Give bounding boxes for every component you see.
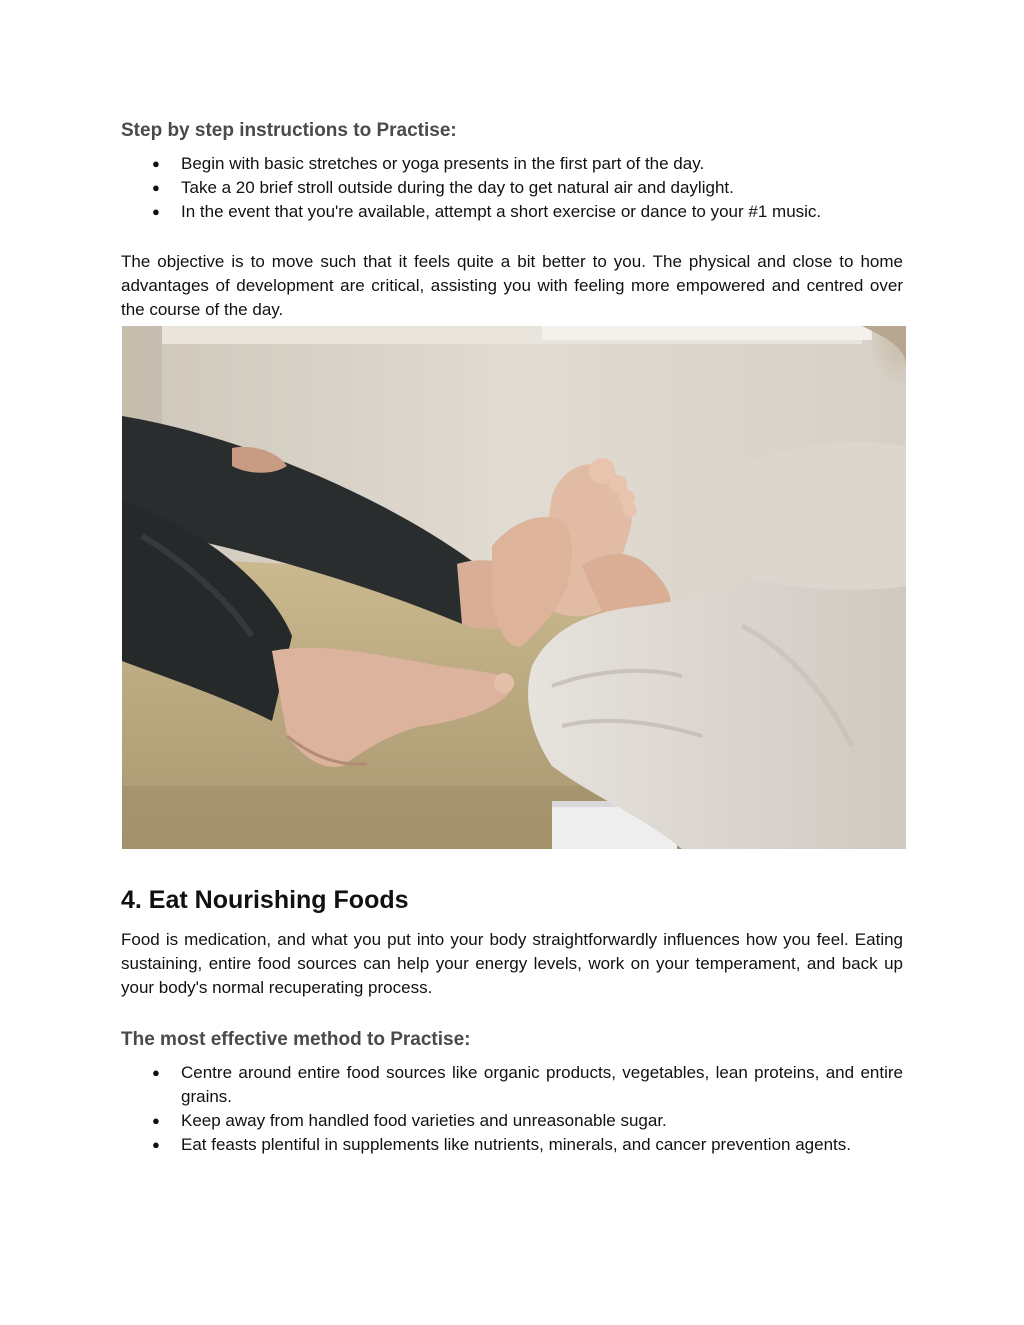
bullet-icon: ● — [152, 1137, 160, 1152]
practise-subheading-2: The most effective method to Practise: — [121, 1029, 471, 1050]
bullet-icon: ● — [152, 156, 160, 171]
food-paragraph: Food is medication, and what you put into your body straightforwardly influences how you feel. Eating sustaining, entire food sources can help your energy levels, work on your temperament, and back up your body's normal recuperating process. — [121, 930, 903, 997]
list-item: ● In the event that you're available, attempt a short exercise or dance to your #1 music. — [121, 200, 903, 224]
practise-list-1 — [121, 152, 903, 224]
movement-paragraph: The objective is to move such that it feels quite a bit better to you. The physical and close to home advantages of development are critical, assisting you with feeling more empowered and centred over the course of the day. — [121, 252, 903, 319]
practise-list-2 — [121, 1061, 903, 1157]
section-heading: 4. Eat Nourishing Foods — [121, 886, 409, 914]
bullet-icon: ● — [152, 1113, 160, 1128]
bullet-icon: ● — [152, 180, 160, 195]
list-item: ● Eat feasts plentiful in supplements like nutrients, minerals, and cancer prevention agents. — [121, 1133, 903, 1157]
bullet-icon: ● — [152, 204, 160, 219]
list-item: ● Take a 20 brief stroll outside during the day to get natural air and daylight. — [121, 176, 903, 200]
bullet-icon: ● — [152, 1065, 160, 1080]
photo-illustration — [122, 326, 906, 849]
list-item: ● Centre around entire food sources like organic products, vegetables, lean proteins, and entire grains. — [152, 1063, 903, 1106]
list-item: ● Keep away from handled food varieties and unreasonable sugar. — [121, 1109, 903, 1133]
practise-subheading-1: Step by step instructions to Practise: — [121, 120, 457, 141]
foot-massage-photo — [122, 326, 906, 849]
list-item: ● Begin with basic stretches or yoga presents in the first part of the day. — [121, 152, 903, 176]
